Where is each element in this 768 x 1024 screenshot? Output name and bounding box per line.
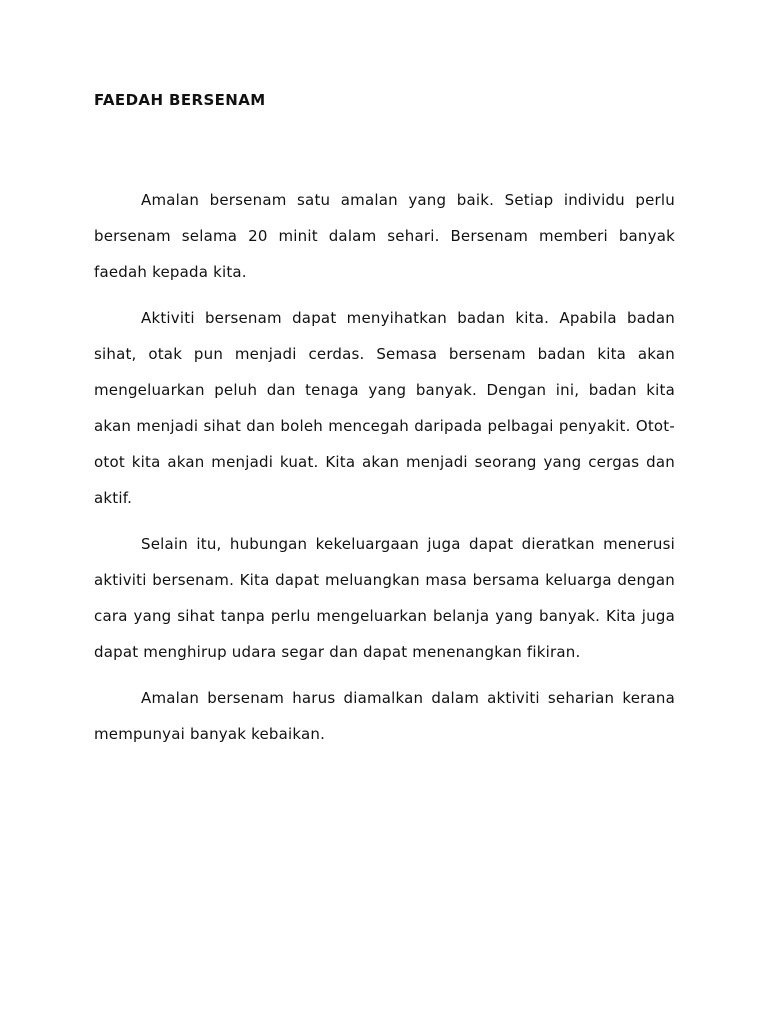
document-body <box>94 182 675 762</box>
paragraph-health-benefits: Aktiviti bersenam dapat menyihatkan badan kita. Apabila badan sihat, otak pun menjadi cerdas. Semasa bersenam badan kita akan mengeluarkan peluh dan tenaga yang banyak. Dengan ini, badan kita akan menjadi sihat dan boleh mencegah daripada pelbagai penyakit. Otot-otot kita akan menjadi kuat. Kita akan menjadi seorang yang cergas dan aktif. <box>94 309 675 507</box>
document-title: FAEDAH BERSENAM <box>94 91 266 109</box>
paragraph-introduction: Amalan bersenam satu amalan yang baik. Setiap individu perlu bersenam selama 20 minit dalam sehari. Bersenam memberi banyak faedah kepada kita. <box>94 191 675 281</box>
paragraph-family-benefits: Selain itu, hubungan kekeluargaan juga dapat dieratkan menerusi aktiviti bersenam. Kita dapat meluangkan masa bersama keluarga dengan cara yang sihat tanpa perlu mengeluarkan belanja yang banyak. Kita juga dapat menghirup udara segar dan dapat menenangkan fikiran. <box>94 535 675 661</box>
paragraph-conclusion: Amalan bersenam harus diamalkan dalam aktiviti seharian kerana mempunyai banyak kebaikan. <box>94 689 675 743</box>
